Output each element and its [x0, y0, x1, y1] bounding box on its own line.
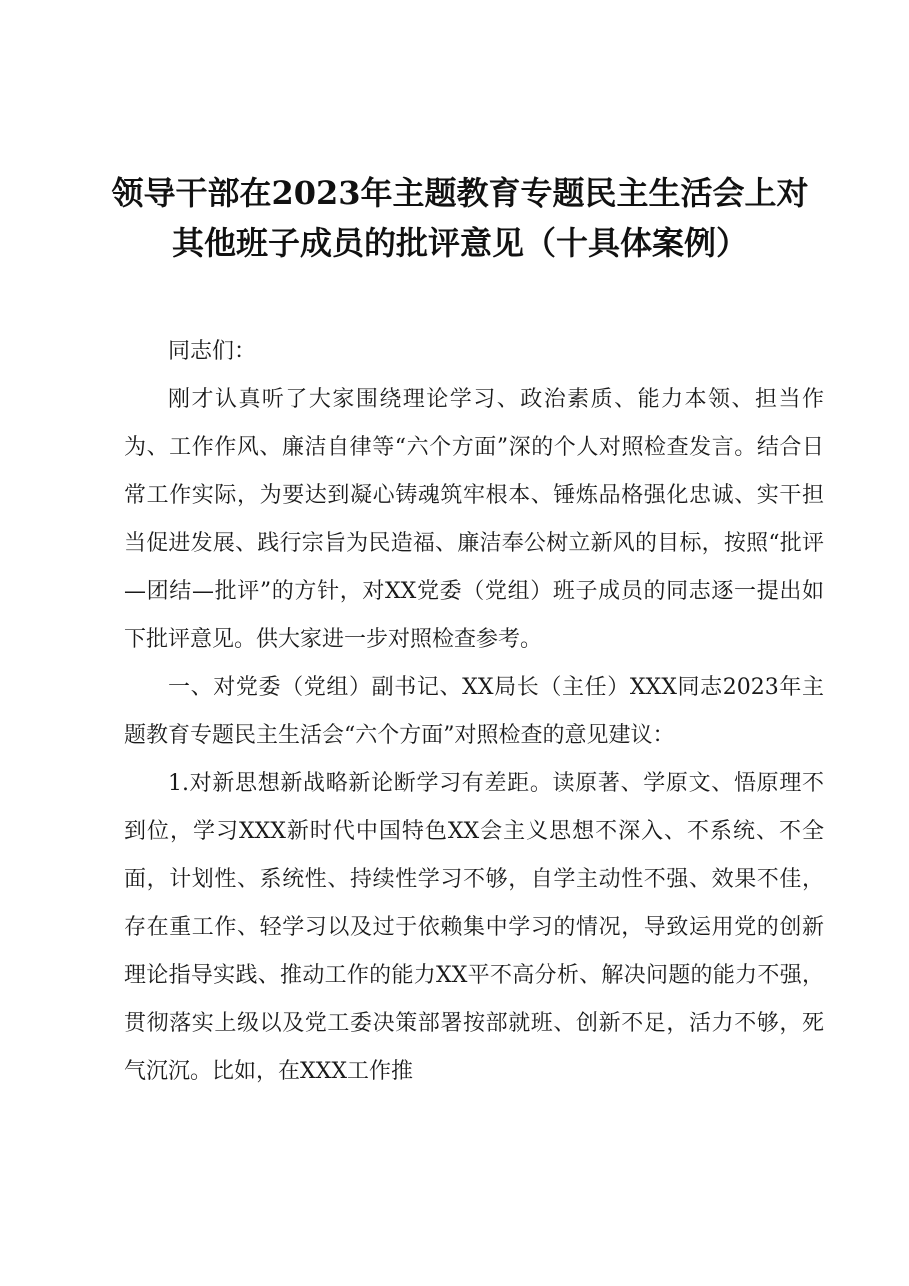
paragraph-section-heading: 一、对党委（党组）副书记、XX局长（主任）XXX同志2023年主题教育专题民主生活会“六个方面”对照检查的意见建议： — [124, 675, 824, 748]
greeting: 同志们： — [168, 339, 257, 364]
paragraph-item-1: 1.对新思想新战略新论断学习有差距。读原著、学原文、悟原理不到位，学习XXX新时代中国特色XX会主义思想不深入、不系统、不全面，计划性、系统性、持续性学习不够，自学主动性不强、效果不佳，存在重工作、轻学习以及过于依赖集中学习的情况，导致运用党的创新理论指导实践、推动工作的能力XX平不高分析、解决问题的能力不强，贯彻落实上级以及党工委决策部署按部就班、创新不足，活力不够，死气沉沉。比如，在XXX工作推 — [124, 771, 824, 1084]
title-line-2: 其他班子成员的批评意见（十具体案例） — [171, 224, 748, 262]
document-title — [90, 168, 830, 268]
document-body — [124, 328, 824, 1096]
title-line-1: 领导干部在2023年主题教育专题民主生活会上对 — [111, 174, 809, 212]
paragraph-intro: 刚才认真听了大家围绕理论学习、政治素质、能力本领、担当作为、工作作风、廉洁自律等“六个方面”深的个人对照检查发言。结合日常工作实际，为要达到凝心铸魂筑牢根本、锤炼品格强化忠诚、实干担当促进发展、践行宗旨为民造福、廉洁奉公树立新风的目标，按照“批评—团结—批评”的方针，对XX党委（党组）班子成员的同志逐一提出如下批评意见。供大家进一步对照检查参考。 — [124, 387, 824, 652]
